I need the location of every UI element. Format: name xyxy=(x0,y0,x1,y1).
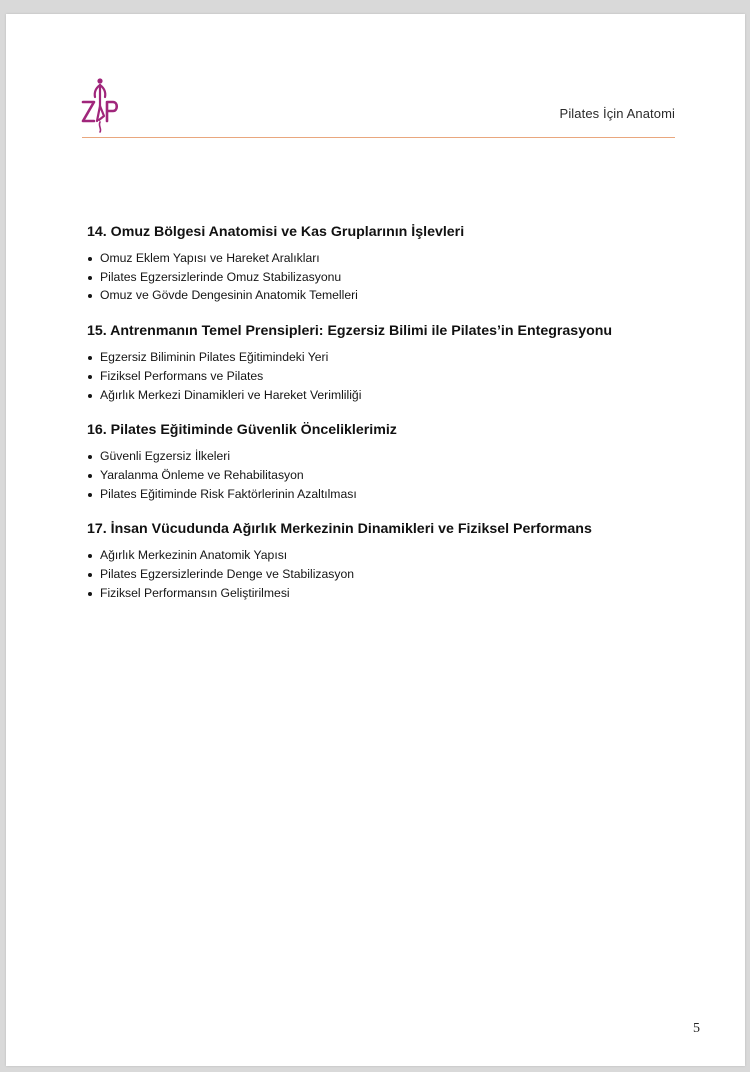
section-16 xyxy=(87,422,677,503)
header-title: Pilates İçin Anatomi xyxy=(559,106,675,121)
list-item-text: Ağırlık Merkezi Dinamikleri ve Hareket Verimliliği xyxy=(100,387,362,402)
bullet-dot-icon xyxy=(88,294,92,298)
list-item xyxy=(87,268,677,287)
section-title: 14. Omuz Bölgesi Anatomisi ve Kas Gruplarının İşlevleri xyxy=(87,224,465,240)
list-item xyxy=(87,386,677,405)
bullet-dot-icon xyxy=(88,474,92,478)
bullet-list xyxy=(87,546,677,602)
section-title: 16. Pilates Eğitiminde Güvenlik Önceliklerimiz xyxy=(87,422,397,439)
bullet-dot-icon xyxy=(88,276,92,280)
list-item-text: Omuz ve Gövde Dengesinin Anatomik Temelleri xyxy=(100,288,358,303)
bullet-dot-icon xyxy=(88,394,92,398)
list-item-text: Fiziksel Performans ve Pilates xyxy=(100,368,264,383)
section-14 xyxy=(87,224,677,305)
list-item-text: Pilates Egzersizlerinde Denge ve Stabilizasyon xyxy=(100,567,355,582)
bullet-dot-icon xyxy=(88,257,92,261)
bullet-dot-icon xyxy=(88,592,92,596)
content-list xyxy=(87,224,677,620)
bullet-dot-icon xyxy=(88,356,92,360)
list-item xyxy=(87,286,677,305)
list-item-text: Pilates Egzersizlerinde Omuz Stabilizasyonu xyxy=(100,269,342,284)
list-item-text: Fiziksel Performansın Geliştirilmesi xyxy=(100,585,290,600)
list-item xyxy=(87,367,677,386)
section-title: 15. Antrenmanın Temel Prensipleri: Egzersiz Bilimi ile Pilates’in Entegrasyonu xyxy=(87,323,613,340)
bullet-dot-icon xyxy=(88,554,92,558)
pilates-figure-logo-icon xyxy=(80,76,120,134)
section-title: 17. İnsan Vücudunda Ağırlık Merkezinin Dinamikleri ve Fiziksel Performans xyxy=(87,521,592,538)
bullet-dot-icon xyxy=(88,375,92,379)
list-item xyxy=(87,485,677,504)
bullet-list xyxy=(87,447,677,503)
list-item xyxy=(87,584,677,603)
bullet-dot-icon xyxy=(88,573,92,577)
header-divider xyxy=(82,137,675,138)
list-item-text: Omuz Eklem Yapısı ve Hareket Aralıkları xyxy=(100,251,320,265)
section-17 xyxy=(87,521,677,602)
list-item xyxy=(87,466,677,485)
bullet-dot-icon xyxy=(88,493,92,497)
list-item xyxy=(87,565,677,584)
page-number: 5 xyxy=(693,1021,700,1036)
list-item-text: Pilates Eğitiminde Risk Faktörlerinin Azaltılması xyxy=(100,486,357,501)
list-item xyxy=(87,348,677,367)
list-item-text: Yaralanma Önleme ve Rehabilitasyon xyxy=(100,467,304,482)
document-page xyxy=(6,14,745,1066)
bullet-dot-icon xyxy=(88,455,92,459)
list-item xyxy=(87,447,677,466)
bullet-list xyxy=(87,249,677,305)
bullet-list xyxy=(87,348,677,404)
list-item-text: Ağırlık Merkezinin Anatomik Yapısı xyxy=(100,548,288,563)
list-item xyxy=(87,546,677,565)
list-item-text: Güvenli Egzersiz İlkeleri xyxy=(100,449,231,464)
list-item-text: Egzersiz Biliminin Pilates Eğitimindeki Yeri xyxy=(100,350,329,365)
list-item xyxy=(87,249,677,268)
section-15 xyxy=(87,323,677,404)
